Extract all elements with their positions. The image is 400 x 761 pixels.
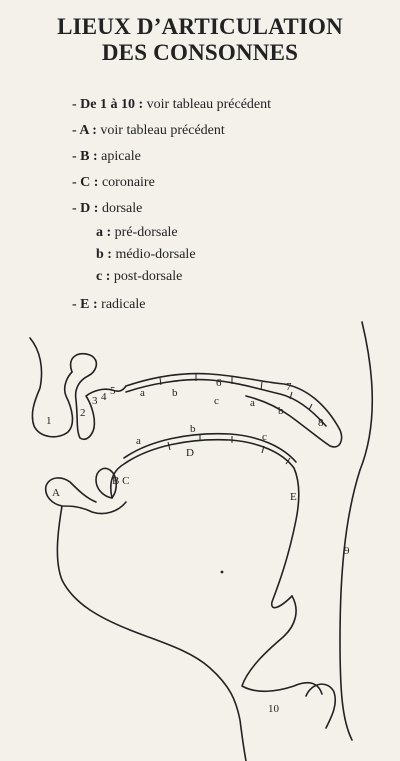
legend-code: - A : — [72, 123, 97, 138]
legend-code: - De 1 à 10 : — [72, 97, 144, 112]
label-tongue-b: b — [190, 423, 196, 435]
label-4: 4 — [101, 391, 107, 403]
label-BC: B C — [112, 475, 130, 487]
label-palate-a: a — [140, 387, 145, 399]
label-9: 9 — [344, 545, 350, 557]
label-tongue-a: a — [136, 435, 141, 447]
label-A: A — [52, 487, 60, 499]
legend-subtext: post-dorsale — [110, 269, 183, 284]
legend-text: dorsale — [98, 201, 143, 216]
legend-subcode: c : — [96, 269, 111, 284]
title-line-1: LIEUX D’ARTICULATION — [57, 14, 343, 39]
label-2: 2 — [80, 407, 86, 419]
label-10: 10 — [268, 703, 279, 715]
legend-subcode: a : — [96, 225, 112, 240]
tongue-surface-line — [124, 434, 296, 462]
legend-text: apicale — [97, 149, 141, 164]
label-1: 1 — [46, 415, 52, 427]
label-7: 7 — [286, 381, 292, 393]
legend-code: - B : — [72, 149, 98, 164]
dot-mark — [221, 571, 224, 574]
legend-subcode: b : — [96, 247, 112, 262]
label-palate-b: b — [172, 387, 178, 399]
label-E: E — [290, 491, 297, 503]
legend-code: - E : — [72, 297, 98, 312]
epiglottis-outline — [242, 596, 322, 694]
label-3: 3 — [92, 395, 98, 407]
chin-throat-outline — [57, 506, 246, 761]
label-8: 8 — [318, 417, 324, 429]
label-6: 6 — [216, 377, 222, 389]
legend-text: coronaire — [98, 175, 155, 190]
legend-code: - C : — [72, 175, 99, 190]
label-D: D — [186, 447, 194, 459]
label-palate-c: c — [214, 395, 219, 407]
label-5: 5 — [110, 385, 116, 397]
label-velum-b: b — [278, 405, 284, 417]
label-tongue-c: c — [262, 431, 267, 443]
label-velum-a: a — [250, 397, 255, 409]
legend-code: - D : — [72, 201, 99, 216]
legend-subtext: médio-dorsale — [111, 247, 196, 262]
palate-lower-line — [126, 380, 326, 426]
pharynx-wall — [340, 322, 372, 740]
title-line-2: DES CONSONNES — [101, 40, 299, 65]
legend-text: voir tableau précédent — [143, 97, 272, 112]
legend-text: voir tableau précédent — [96, 123, 225, 138]
legend-subtext: pré-dorsale — [111, 225, 178, 240]
tongue-outline — [111, 440, 299, 608]
legend-text: radicale — [97, 297, 146, 312]
